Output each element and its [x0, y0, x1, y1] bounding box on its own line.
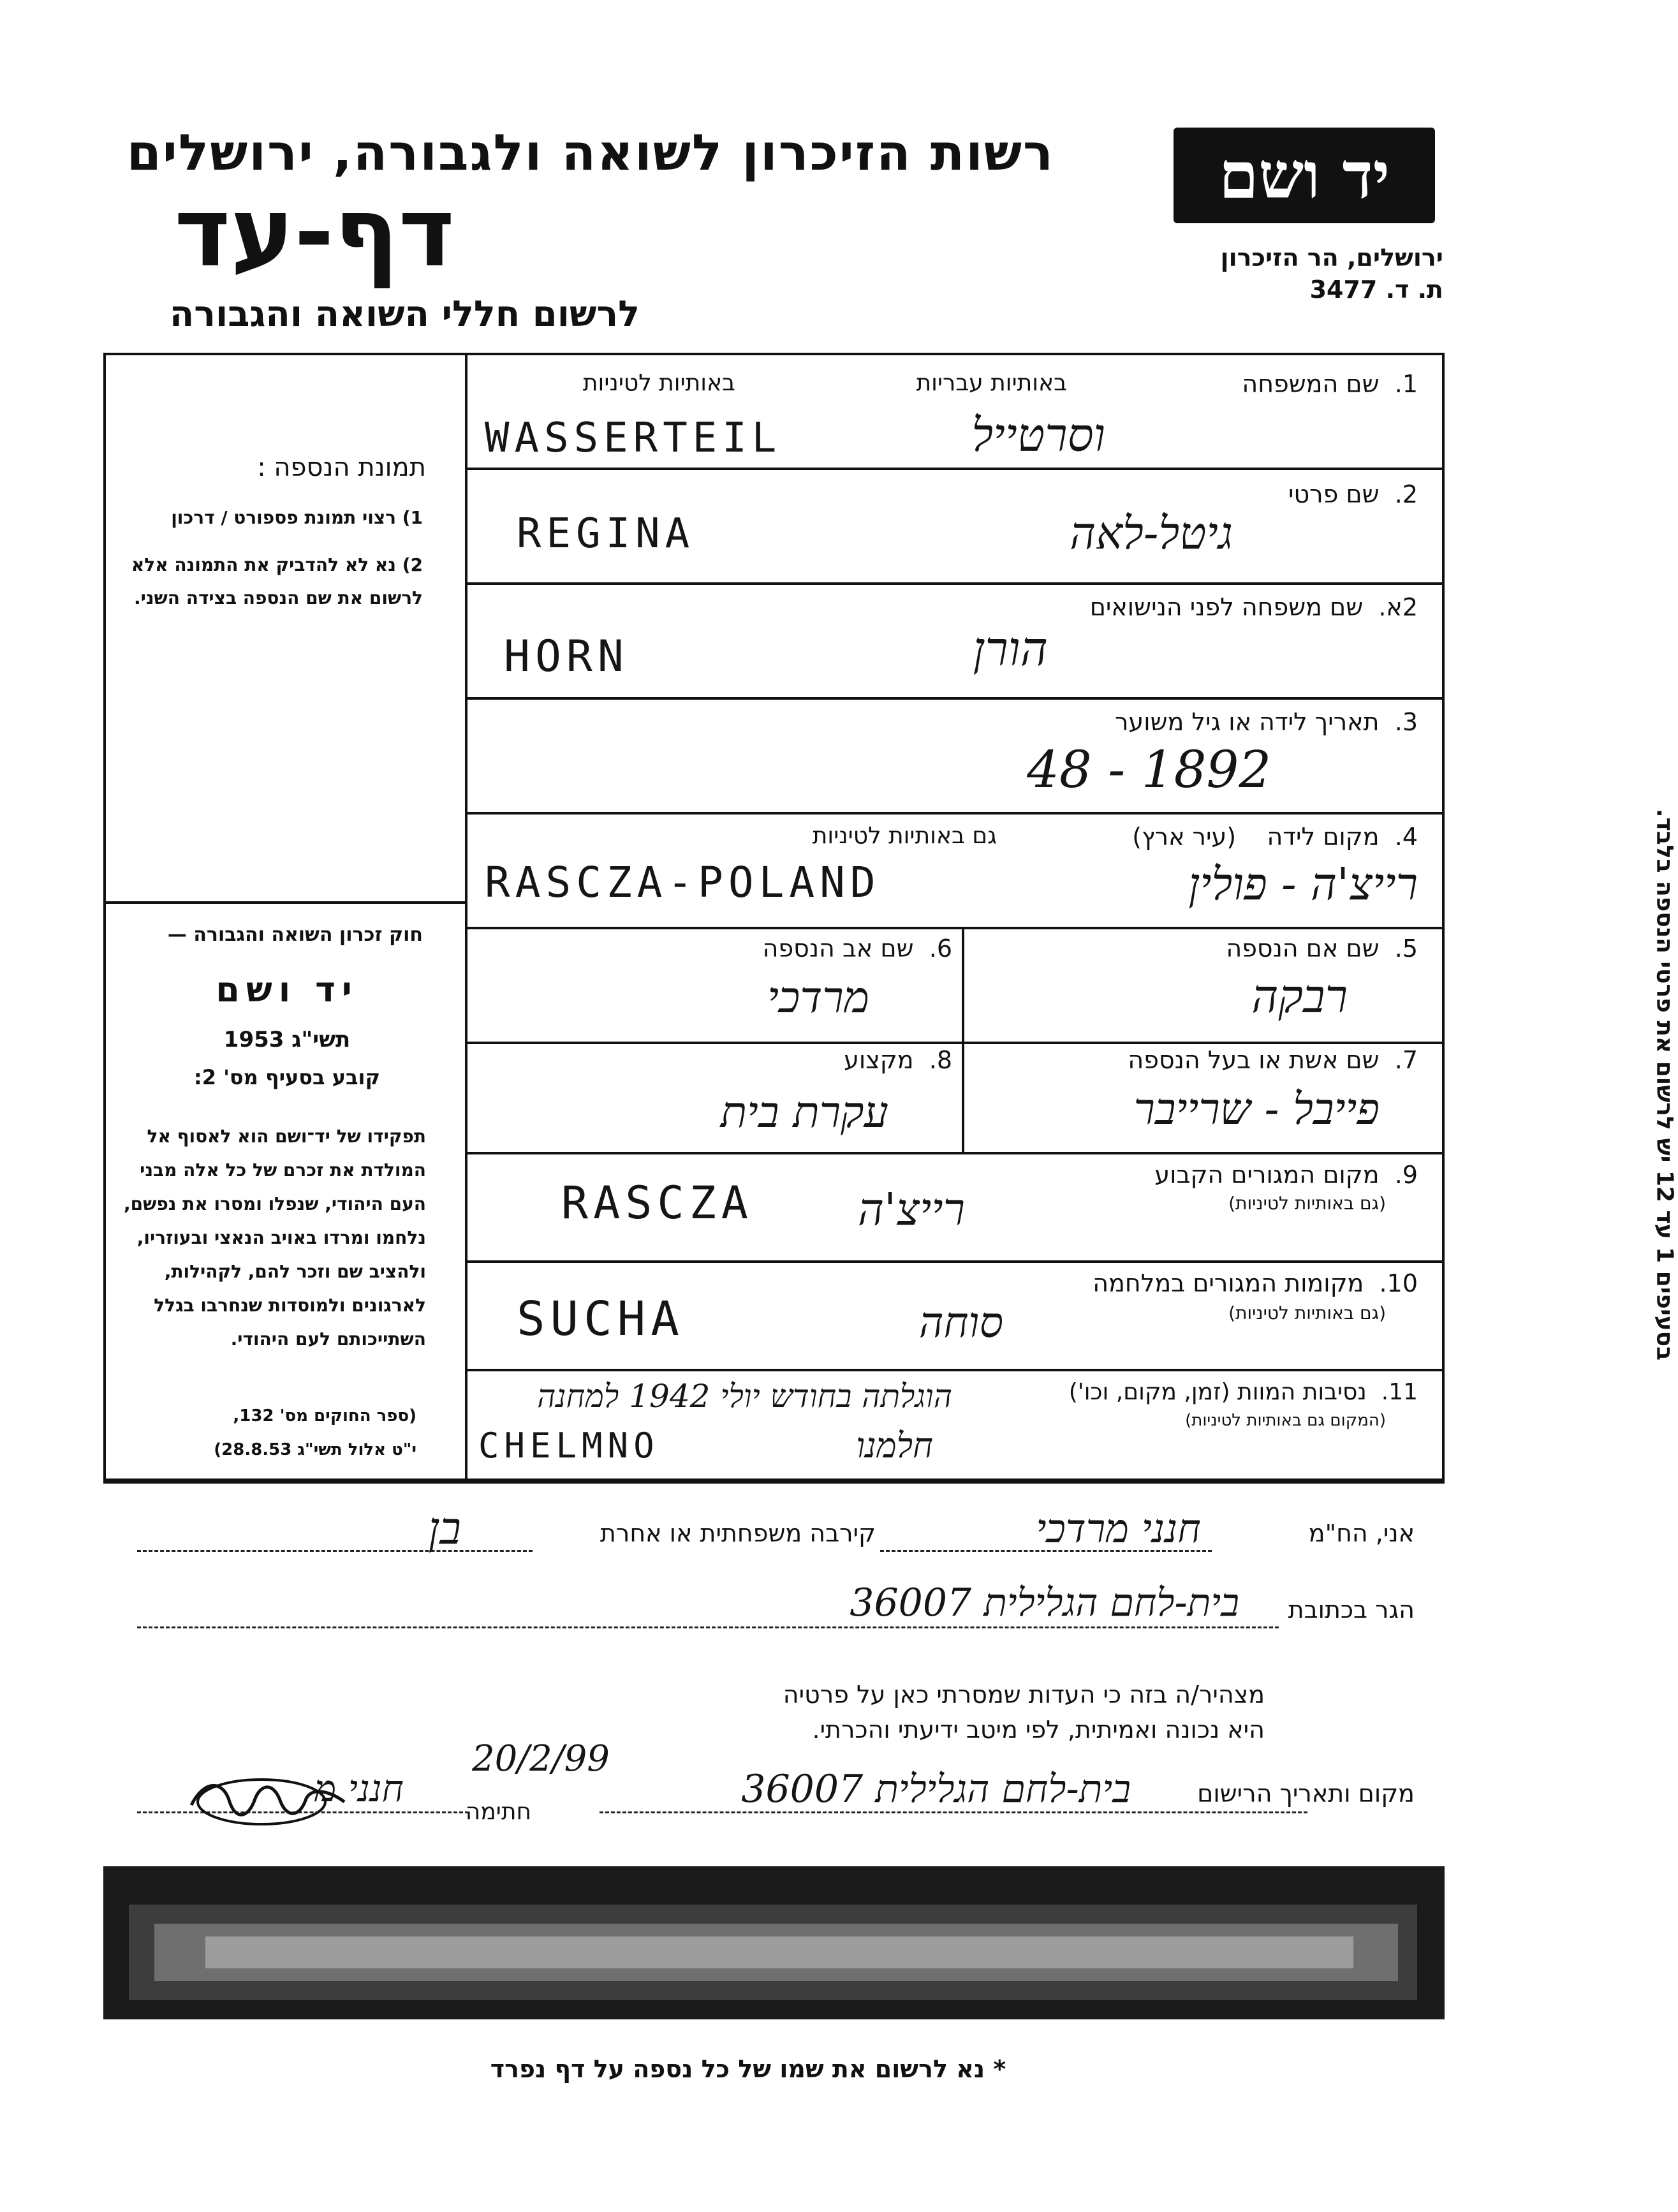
row1-col-latin: באותיות לטיניות — [582, 370, 735, 396]
row10-value-hebrew[interactable]: סוחה — [918, 1298, 1003, 1347]
row-divider — [465, 468, 1445, 470]
row1-label — [1035, 370, 1418, 398]
row9-hint: (גם באותיות לטיניות) — [1228, 1193, 1386, 1214]
place-date-value[interactable]: בית-לחם הגלילית 36007 — [741, 1767, 1131, 1811]
row8-label-text: מקצוע — [844, 1046, 914, 1074]
row2a-label — [844, 593, 1418, 621]
row-divider — [465, 1152, 1445, 1154]
side-note: בסעיפים 1 עד 12 יש לרשום את פרטי הנספה בלבד. — [1651, 808, 1678, 1361]
row2-label-text: שם פרטי — [1288, 480, 1380, 508]
declarant-value[interactable]: חנני מרדכי — [1036, 1505, 1201, 1552]
left-panel-divider — [103, 901, 467, 904]
row-divider — [465, 1260, 1445, 1263]
row9-value-hebrew[interactable]: רייצ'ה — [857, 1183, 965, 1235]
declarant-label: אני, הח"מ — [1308, 1519, 1415, 1547]
address-line — [137, 1626, 1279, 1628]
row3-label — [844, 708, 1418, 736]
relation-value[interactable]: בן — [428, 1502, 461, 1554]
row4-value-latin[interactable]: RASCZA-POLAND — [485, 858, 881, 907]
law-clause: קובע בסעיף מס' 2: — [193, 1065, 381, 1089]
institution-name: רשות הזיכרון לשואה ולגבורה, ירושלים — [126, 124, 1054, 182]
row-divider — [465, 697, 1445, 700]
row2a-value-hebrew[interactable]: הורן — [973, 622, 1048, 677]
row10-number: 10. — [1379, 1269, 1418, 1297]
row7-label-text: שם אשת או בעל הנספה — [1128, 1046, 1380, 1074]
row-divider — [103, 1478, 1445, 1481]
row4-latin-hint: גם באותיות לטיניות — [812, 823, 997, 849]
law-text: תפקידו של יד־ושם הוא לאסוף אל המולדת את זכרם של כל אלה מבני העם היהודי, שנפלו ומסרו את נפשם, נלחמו ומרדו באויב הנאצי ובעוזריו, ולהציב שם וזכר להם, לקהילות, לארגונים ולמוסדות שנחרבו בגלל השתייכותם לעם היהודי. — [123, 1126, 426, 1350]
signature-value[interactable]: חנני מ — [314, 1767, 404, 1810]
row2-label — [1035, 480, 1418, 508]
row5-number: 5. — [1394, 934, 1418, 962]
row8-label — [633, 1046, 952, 1074]
signature-label: חתימה — [465, 1799, 531, 1825]
row11-label-text: נסיבות המוות (זמן, מקום, וכו') — [1068, 1379, 1367, 1405]
row8-number: 8. — [929, 1046, 952, 1074]
row7-number: 7. — [1394, 1046, 1418, 1074]
column-divider — [465, 353, 467, 1482]
row4-hint: (עיר ארץ) — [1132, 823, 1237, 851]
row6-value[interactable]: מרדכי — [767, 973, 869, 1023]
photo-heading: תמונת הנספה : — [257, 453, 426, 482]
row4-number: 4. — [1394, 823, 1418, 851]
row11-hint: (המקום גם באותיות לטיניות) — [1185, 1411, 1386, 1430]
row3-number: 3. — [1394, 708, 1418, 736]
row2a-label-text: שם משפחה לפני הנישואים — [1089, 593, 1364, 621]
row9-label — [971, 1161, 1418, 1189]
document-subtitle: לרשום חללי השואה והגבורה — [169, 293, 640, 335]
row2-number: 2. — [1394, 480, 1418, 508]
row10-value-latin[interactable]: SUCHA — [517, 1292, 684, 1346]
law-name: יד ושם — [216, 970, 358, 1010]
row1-col-hebrew: באותיות עבריות — [916, 370, 1067, 396]
statement-line-2: היא נכונה ואמיתית, לפי מיטב ידיעתי והכרתי. — [812, 1716, 1265, 1744]
row7-value[interactable]: פייבל - שרייבר — [1133, 1084, 1380, 1135]
law-title: חוק זכרון השואה והגבורה — — [167, 924, 423, 946]
row4-label — [1035, 823, 1418, 851]
header-pobox: ת. ד. 3477 — [1309, 276, 1443, 304]
row2-value-latin[interactable]: REGINA — [517, 510, 695, 557]
row-divider — [465, 582, 1445, 585]
row-split — [962, 927, 964, 1154]
row11-value-hebrew[interactable]: הוגלתה בחודש יולי 1942 למחנה — [537, 1378, 952, 1415]
row11-value-latin[interactable]: CHELMNO — [478, 1426, 659, 1466]
yad-vashem-logo — [1174, 128, 1435, 223]
statement-line-1: מצהיר/ה בזה כי העדות שמסרתי כאן על פרטיה — [783, 1681, 1265, 1709]
row2-value-hebrew[interactable]: גיטל-לאה — [1070, 507, 1233, 559]
photocopy-noise-band — [103, 1866, 1445, 2019]
row1-number: 1. — [1394, 370, 1418, 398]
footer-note: * נא לרשום את שמו של כל נספה על דף נפרד — [490, 2055, 1006, 2083]
row10-hint: (גם באותיות לטיניות) — [1228, 1302, 1386, 1324]
row10-label-text: מקומות המגורים במלחמה — [1093, 1269, 1364, 1297]
signature-scribble — [185, 1767, 351, 1831]
row1-label-text: שם המשפחה — [1242, 370, 1380, 398]
row-divider — [465, 1369, 1445, 1371]
date-value[interactable]: 20/2/99 — [472, 1738, 610, 1780]
row6-label-text: שם אב הנספה — [762, 934, 914, 962]
row11-label — [971, 1379, 1418, 1405]
row2a-number: 2א. — [1378, 593, 1418, 621]
address-value[interactable]: בית-לחם הגלילית 36007 — [850, 1581, 1239, 1625]
row-divider — [465, 812, 1445, 815]
law-date: י"ט אלול תשי"ג 28.8.53) — [214, 1440, 416, 1459]
row9-value-latin[interactable]: RASCZA — [561, 1177, 753, 1229]
row4-label-text: מקום לידה — [1267, 823, 1380, 851]
row3-value[interactable]: 48 - 1892 — [1027, 740, 1272, 799]
row6-label — [633, 934, 952, 962]
row5-label-text: שם אם הנספה — [1226, 934, 1380, 962]
row1-value-hebrew[interactable]: וסרטייל — [971, 408, 1105, 462]
address-label: הגר בכתובת — [1288, 1596, 1415, 1624]
row11-value-hebrew-2[interactable]: חלמנו — [856, 1426, 933, 1466]
row9-label-text: מקום המגורים הקבוע — [1154, 1161, 1380, 1189]
header-address: ירושלים, הר הזיכרון — [1220, 244, 1443, 272]
row-divider — [465, 927, 1445, 929]
relation-label: קירבה משפחתית או אחרת — [600, 1519, 876, 1547]
row3-label-text: תאריך לידה או גיל משוער — [1114, 708, 1380, 736]
row7-label — [971, 1046, 1418, 1074]
row11-number: 11. — [1381, 1379, 1418, 1405]
photo-note-2: 2) נא לא להדביק את התמונה אלא לרשום את שם הנספה בצידה השני. — [131, 554, 423, 608]
row5-label — [1035, 934, 1418, 962]
row2a-value-latin[interactable]: HORN — [504, 631, 629, 682]
logo-text: יד ושם — [1219, 138, 1390, 213]
row-divider — [465, 1042, 1445, 1044]
row10-label — [971, 1269, 1418, 1297]
row4-value-hebrew[interactable]: רייצ'ה - פולין — [1188, 858, 1418, 910]
photo-note-1: 1) רצוי תמונת פספורט / דרכון — [171, 507, 423, 528]
document-title: דף-עד — [174, 177, 455, 288]
row6-number: 6. — [929, 934, 952, 962]
law-year: תשי"ג 1953 — [223, 1027, 351, 1052]
place-date-line — [600, 1811, 1307, 1813]
row9-number: 9. — [1394, 1161, 1418, 1189]
row5-value[interactable]: רבקה — [1251, 970, 1348, 1023]
place-date-label: מקום ותאריך הרישום — [1197, 1780, 1415, 1808]
row1-value-latin[interactable]: WASSERTEIL — [485, 415, 782, 462]
row8-value[interactable]: עקרת בית — [720, 1088, 888, 1138]
law-ref: (ספר החוקים מס' 132, — [233, 1406, 416, 1426]
